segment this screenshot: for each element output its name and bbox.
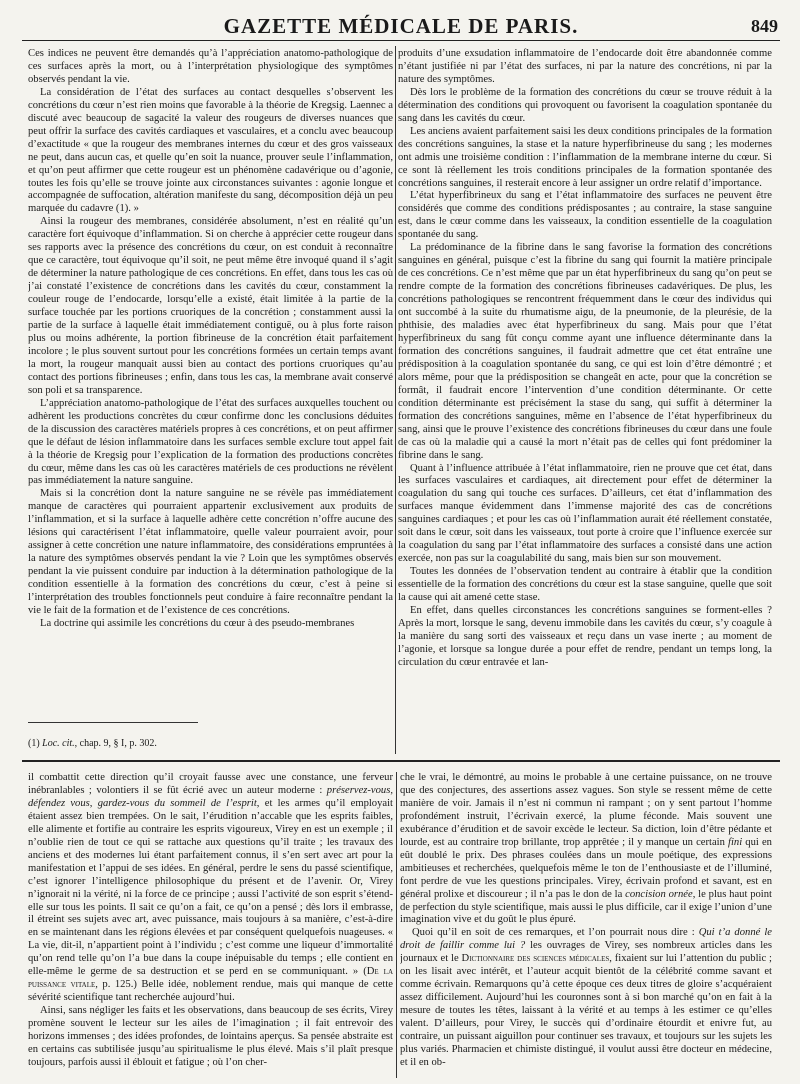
paragraph: Quoi qu’il en soit de ces remarques, et l’on pourrait nous dire : Qui t’a donné le droit de faillir comme lui ? les ouvrages de Virey, ses nombreux articles dans les journaux et le Dictionnaire des sciences médicales, fixaient sur lui l’attention du public ; on les lisait avec intérêt, et l’auteur acquit bientôt de la célébrité comme savant et comme écrivain. Remarquons qu’à cette époque ces deux titres de gloire s’acquéraient assez difficilement. Aujourd’hui les couronnes sont à si bon marché qu’on en fait à la mesure de toutes les têtes, laissant à la vérité et au temps à les estimer ce qu’elles valent. D’ailleurs, pour Virey, le succès qui d’ordinaire étourdit et enivre fut, au contraire, un puissant aiguillon pour continuer ses travaux, et toujours sur les sujets les plus variés. Pharmacien et chimiste distingué, il voulut aussi être docteur en médecine, et il en ob- <box>400 927 772 1068</box>
paragraph: La prédominance de la fibrine dans le sang favorise la formation des concrétions sanguines en général, puisque c’est la fibrine du sang qui fournit la matière principale de ces concrétions. Ce n’est même que par un état hyperfibrineux du sang qu’on peut se rendre compte de la formation des concrétions fibrineuses cadavériques. De plus, les concrétions pathologiques se rencontrent fréquemment dans le cœur des individus qui ont succombé à la suite du rhumatisme aigu, de la pneumonie, de la pleurésie, de la phthisie, des maladies avec état hyperfibrineux du sang. Mais pour que l’état hyperfibrineux du sang fût conçu comme ayant une influence déterminante dans la formation des concrétions sanguines, il faudrait admettre que cet état entraîne une prédisposition à la coagulation spontanée du sang, ce qui est loin d’être démontré ; et alors même, pour que la prédisposition se changeât en acte, pour que la concrétion se formât, il faudrait encore l’intervention d’une condition déterminante. Or cette condition déterminante est précisément la stase du sang, qui suffit à déterminer la formation des concrétions sanguines, même en l’absence de l’état hyperfibrineux du sang, ainsi que le prouve l’existence des concrétions fibrineuses du cœur dans une foule de cas où la maladie qui a causé la mort n’était pas de celles qui font prédominer la fibrine dans le sang. <box>398 242 772 461</box>
footnote-rule <box>28 722 198 723</box>
paragraph: L’appréciation anatomo-pathologique de l’état des surfaces auxquelles touchent ou adhèrent les productions concrètes du cœur confirme donc les conclusions déduites de la discussion des caractères matériels propres à ces concrétions, et on peut affirmer que le défaut de lésion inflammatoire dans les surfaces semble exclure tout appel fait à la théorie de Kregsig pour l’explication de la formation des productions concrètes du cœur, même dans les cas où les caractères matériels de ces productions ne révèlent pas immédiatement la nature sanguine. <box>28 397 393 487</box>
paragraph: il combattit cette direction qu’il croyait fausse avec une constance, une ferveur inébranlables ; volontiers il se fût écrié avec un auteur moderne : préservez-vous, défendez vous, gardez-vous du sommeil de l’esprit, et les armes qu’il employait étaient assez bien trempées. On le sait, l’érudition n’accable que les esprits faibles, elle alimente et fortifie au contraire les esprits vigoureux, Virey en est un exemple ; il n’oublie rien de tout ce qui se rattache aux questions qu’il traite ; les travaux des anciens et des modernes lui étant parfaitement connus, il s’en sert avec art pour la manifestation et l’appui de ses idées. En général, perdre le sens du passé scientifique, c’est ignorer l’intelligence philosophique du présent et de l’avenir. Or, Virey n’ignorait ni la vérité, ni la force de ce principe ; aussi l’activité de son esprit s’étend-elle sur tous les points. Il sait ce qu’on a fait, ce qu’on a pensé ; dès lors il embrasse, il étreint ses sujets avec art, avec puissance, mais toujours à sa manière, c’est-à-dire en se maintenant dans les régions élevées et par conséquent quelquefois nuageuses. « La vie, dit-il, n’appartient point à l’individu ; c’est comme une liqueur d’immortalité qu’on rend telle qu’on l’a bue dans la coupe inépuisable du temps ; elle contient en elle-même le germe de sa destruction et se perd en se communiquant. » (De la puissance vitale, p. 125.) Belle idée, noblement rendue, mais qui manque de cette sévérité scientifique tant recherchée aujourd’hui. <box>28 772 393 1004</box>
paragraph: che le vrai, le démontré, au moins le probable à une certaine puissance, on ne trouve que des conjectures, des assertions assez vagues. Son style se ressent même de cette manière de voir. Jamais il n’est ni commun ni rampant ; on y sent partout l’homme profondément instruit, l’écrivain exercé, la plume féconde. Mais souvent une exubérance d’érudition et de savoir excède le lecteur. Sa diction, loin d’être pédante et lourde, est au contraire trop brillante, trop apprêtée ; il y manque un certain fini qui en eût doublé le prix. Des phrases coulées dans un moule poétique, des expressions ambitieuses et recherchées, quelquefois même le ton de l’enthousiaste et de l’illuminé, font perdre de vue les questions principales. Virey, écrivain profond et savant, est en général prolixe et discoureur ; il n’a pas le don de la concision ornée, le plus haut point de perfection du style scientifique, mais aussi le plus difficile, car il exige l’union d’une imagination vive et du goût le plus épuré. <box>400 772 772 926</box>
article-column-left <box>28 48 393 715</box>
paragraph: Toutes les données de l’observation tendent au contraire à établir que la condition essentielle de la formation des concrétions du cœur est la stase sanguine, quelle que soit la cause qui ait amené cette stase. <box>398 566 772 604</box>
section-divider <box>22 760 780 762</box>
paragraph: L’état hyperfibrineux du sang et l’état inflammatoire des surfaces ne peuvent être considérés que comme des conditions prédisposantes ; au contraire, la stase sanguine est, dans le cœur comme dans les vaisseaux, la condition essentielle de la coagulation spontanée du sang. <box>398 190 772 241</box>
paragraph: Ces indices ne peuvent être demandés qu’à l’appréciation anatomo-pathologique de ces surfaces après la mort, ou à l’interprétation physiologique des symptômes observés pendant la vie. <box>28 48 393 85</box>
article-column-right <box>398 48 772 754</box>
column-divider-bottom <box>396 772 397 1078</box>
paragraph: Quant à l’influence attribuée à l’état inflammatoire, rien ne prouve que cet état, dans les surfaces vasculaires et cardiaques, ait directement pour effet de déterminer la coagulation du sang qui touche ces surfaces. D’ailleurs, cet état d’inflammation des surfaces manque évidemment dans l’immense majorité des cas de concrétions sanguines cardiaques ; et pour les cas où l’inflammation aurait été réellement constatée, soit dans le cœur, soit dans les vaisseaux, tout porte à croire que l’influence exercée sur la coagulation du sang par l’état inflammatoire des surfaces a consisté dans une action exercée, non pas sur la coagulabilité du sang, mais bien sur son mouvement. <box>398 462 772 565</box>
paragraph: Dès lors le problème de la formation des concrétions du cœur se trouve réduit à la détermination des conditions qui provoquent ou favorisent la coagulation spontanée du sang dans les cavités du cœur. <box>398 86 772 124</box>
paragraph: produits d’une exsudation inflammatoire de l’endocarde doit être abandonnée comme n’étant justifiée ni par l’état des surfaces, ni par la nature des concrétions, ni par la nature des symptômes. <box>398 48 772 85</box>
footnote-marker: (1) <box>28 738 40 749</box>
footnote-ref: Loc. cit. <box>42 738 75 749</box>
footnote-text: , chap. 9, § I, p. 302. <box>74 738 157 749</box>
footnote <box>28 738 393 749</box>
page-number: 849 <box>751 16 778 36</box>
paragraph: Les anciens avaient parfaitement saisi les deux conditions principales de la formation des concrétions sanguines, la stase et la nature hyperfibrineuse du sang ; les modernes ont admis une troisième condition : l’inflammation de la membrane interne du cœur. Si ce sont là réellement les trois conditions principales de la formation spontanée des concrétions sanguines, il resterait encore à leur assigner un ordre relatif d’importance. <box>398 125 772 189</box>
journal-title: GAZETTE MÉDICALE DE PARIS. <box>223 14 579 38</box>
column-divider-top <box>395 46 396 754</box>
page-header <box>22 14 780 41</box>
paragraph: En effet, dans quelles circonstances les concrétions sanguines se forment-elles ? Après la mort, lorsque le sang, devenu immobile dans les cavités du cœur, s’y coagule à la manière du sang sorti des vaisseaux et reçu dans un vase inerte ; au moment de l’agonie, et lorsque sa longue durée a pour effet de rendre, pendant un temps long, la circulation du cœur entravée et lan- <box>398 604 772 668</box>
paragraph: Ainsi, sans négliger les faits et les observations, dans beaucoup de ses écrits, Virey promène souvent le lecteur sur les ailes de l’imagination ; il fait entrevoir des horizons immenses ; des idées profondes, de lointains aperçus. Sa pensée abstraite est en certains cas subtilisée jusqu’au spiritualisme le plus élevé. Mais s’il plaît presque toujours, parfois aussi il éblouit et fatigue ; où l’on cher- <box>28 1005 393 1068</box>
paragraph: Ainsi la rougeur des membranes, considérée absolument, n’est en réalité qu’un caractère fort équivoque d’inflammation. Si on cherche à apprécier cette rougeur dans ses rapports avec la présence des concrétions du cœur, on est conduit à reconnaître que ce caractère, tout équivoque qu’il soit, ne peut même être invoqué quand il s’agit de déterminer la nature pathologique de ces concrétions. En effet, dans tous les cas où j’ai constaté l’existence de concrétions dans les cavités du cœur, constamment la couleur rouge de l’endocarde, lorsqu’elle a existé, était limitée à la partie de la surface touchée par les portions cruoriques de la concrétion ; constamment aussi la partie de la surface à laquelle était immédiatement contiguë, ou à plus forte raison plus ou moins adhérente, la portion fibrineuse de la concrétion était parfaitement incolore ; le plus souvent surtout pour les concrétions formées un certain temps avant la mort, la rougeur manquait aussi bien au contact des portions cruoriques qu’au contact des portions fibrineuses ; enfin, dans tous les cas, la membrane avait conservé son poli et sa transparence. <box>28 216 393 396</box>
paragraph: Mais si la concrétion dont la nature sanguine ne se révèle pas immédiatement manque de caractères qui pourraient appartenir exclusivement aux produits de l’inflammation, et si la surface à laquelle adhère cette concrétion n’offre aucune des lésions qui caractérisent l’état inflammatoire, quelle valeur pourraient avoir, pour assigner à cette concrétion une nature inflammatoire, des considérations empruntées à la nature des symptômes observés pendant la vie ? Loin que les symptômes observés pendant la vie puissent conduire par induction à la détermination pathologique de la condition essentielle à la formation des concrétions du cœur, c’est à peine si l’interprétation des troubles fonctionnels peut conduire à faire reconnaître pendant la vie le fait de la formation et de l’existence de ces concrétions. <box>28 488 393 616</box>
feuilleton-column-right <box>400 772 772 1078</box>
feuilleton-column-left <box>28 772 393 1078</box>
paragraph: La doctrine qui assimile les concrétions du cœur à des pseudo-membranes <box>40 617 355 629</box>
paragraph: La considération de l’état des surfaces au contact desquelles s’observent les concrétions du cœur n’est rien moins que favorable à la théorie de Kregsig. Laennec a discuté avec beaucoup de sagacité la valeur des rougeurs de diverses nuances que peut offrir la surface des cavités cardiaques et vasculaires, et a conclu avec beaucoup d’exactitude « que la rougeur des membranes internes du cœur et des gros vaisseaux ne peut, dans aucun cas, et quelle qu’en soit la nuance, prouver seule l’inflammation, et qu’on peut affirmer que cette rougeur est un phénomène cadavérique ou d’agonie, toutes les fois qu’elle se trouve jointe aux circonstances suivantes : agonie longue et accompagnée de suffocation, altération manifeste du sang, décomposition déjà un peu marquée du cadavre (1). » <box>28 86 393 215</box>
